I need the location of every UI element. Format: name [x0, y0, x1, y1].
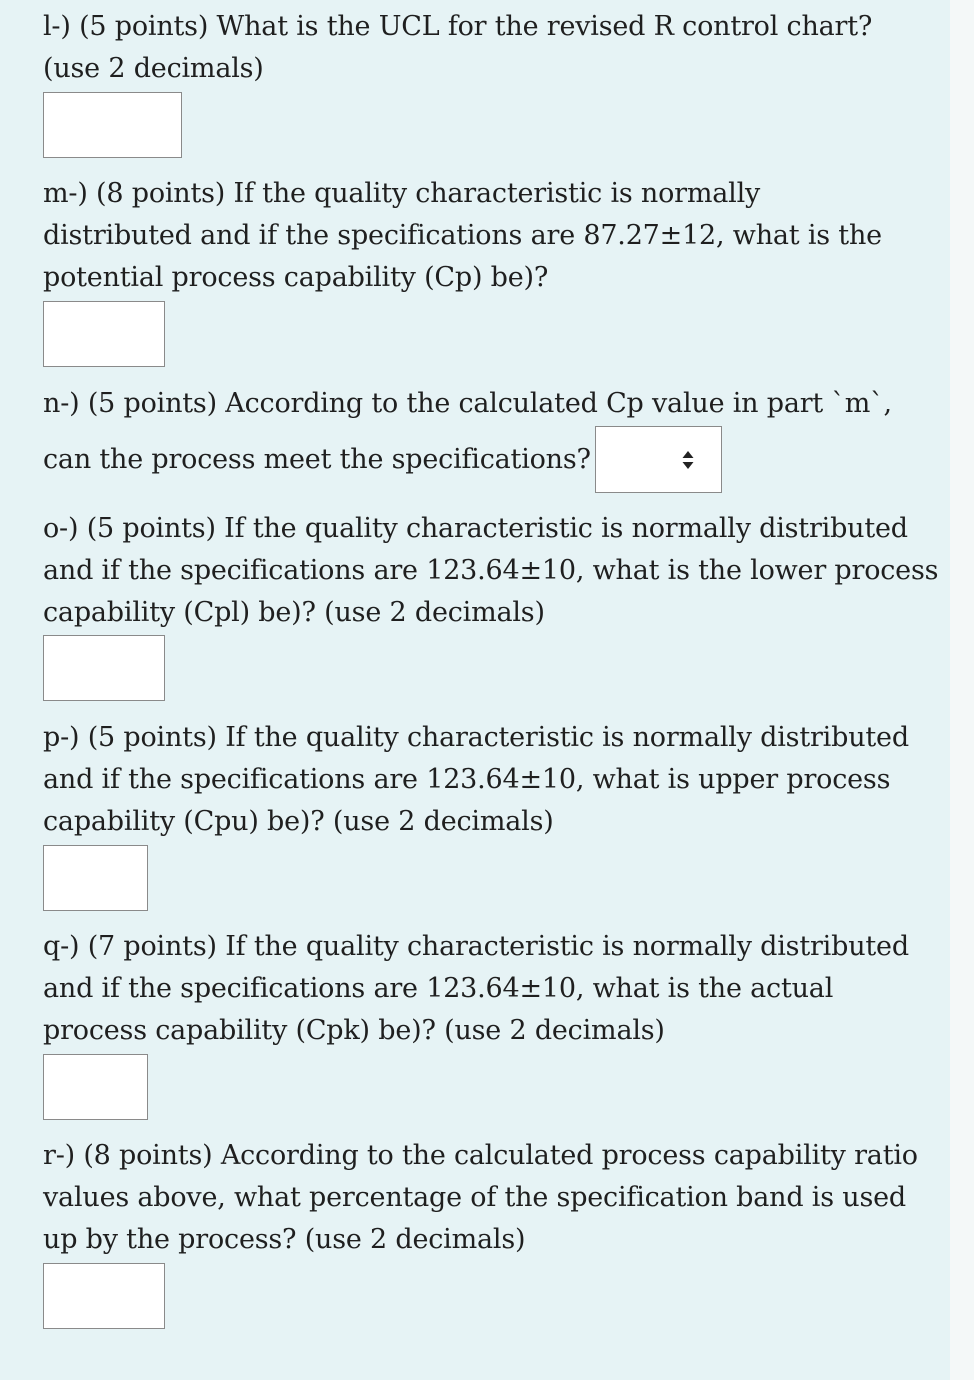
question-m-line: distributed and if the specifications are 87.27±12, what is the: [43, 220, 882, 251]
answer-q-input[interactable]: [43, 1054, 148, 1120]
question-n-text: [43, 439, 923, 481]
question-q-text: [43, 926, 923, 1052]
question-r-line: up by the process? (use 2 decimals): [43, 1224, 526, 1255]
question-m-line: m-) (8 points) If the quality characteristic is normally: [43, 178, 761, 209]
question-m-line: potential process capability (Cp) be)?: [43, 262, 549, 293]
question-o-line: o-) (5 points) If the quality characteristic is normally distributed: [43, 513, 908, 544]
question-n-line: n-) (5 points) According to the calculated Cp value in part `m`,: [43, 388, 892, 419]
question-l-text: [43, 6, 923, 90]
answer-p-input[interactable]: [43, 845, 148, 911]
answer-n-select[interactable]: [595, 426, 722, 493]
question-l-line: l-) (5 points) What is the UCL for the revised R control chart?: [43, 11, 873, 42]
question-q-line: q-) (7 points) If the quality characteristic is normally distributed: [43, 931, 909, 962]
question-p-line: and if the specifications are 123.64±10, what is upper process: [43, 764, 891, 795]
question-n-text: [43, 383, 923, 425]
question-q-line: process capability (Cpk) be)? (use 2 decimals): [43, 1015, 665, 1046]
question-n-line: can the process meet the specifications?: [43, 444, 591, 475]
question-o-line: capability (Cpl) be)? (use 2 decimals): [43, 597, 545, 628]
question-q-line: and if the specifications are 123.64±10, what is the actual: [43, 973, 834, 1004]
question-r-line: values above, what percentage of the specification band is used: [43, 1182, 906, 1213]
answer-r-input[interactable]: [43, 1263, 165, 1329]
question-m-text: [43, 173, 923, 299]
answer-m-input[interactable]: [43, 301, 165, 367]
answer-o-input[interactable]: [43, 635, 165, 701]
question-o-line: and if the specifications are 123.64±10, what is the lower process: [43, 555, 939, 586]
question-p-text: [43, 717, 923, 843]
question-o-text: [43, 508, 939, 634]
answer-l-input[interactable]: [43, 92, 182, 158]
question-r-line: r-) (8 points) According to the calculated process capability ratio: [43, 1140, 918, 1171]
question-r-text: [43, 1135, 923, 1261]
up-down-arrows-icon: [682, 450, 694, 470]
page-margin: [950, 0, 974, 1380]
question-p-line: p-) (5 points) If the quality characteristic is normally distributed: [43, 722, 909, 753]
question-p-line: capability (Cpu) be)? (use 2 decimals): [43, 806, 554, 837]
question-l-line: (use 2 decimals): [43, 53, 264, 84]
